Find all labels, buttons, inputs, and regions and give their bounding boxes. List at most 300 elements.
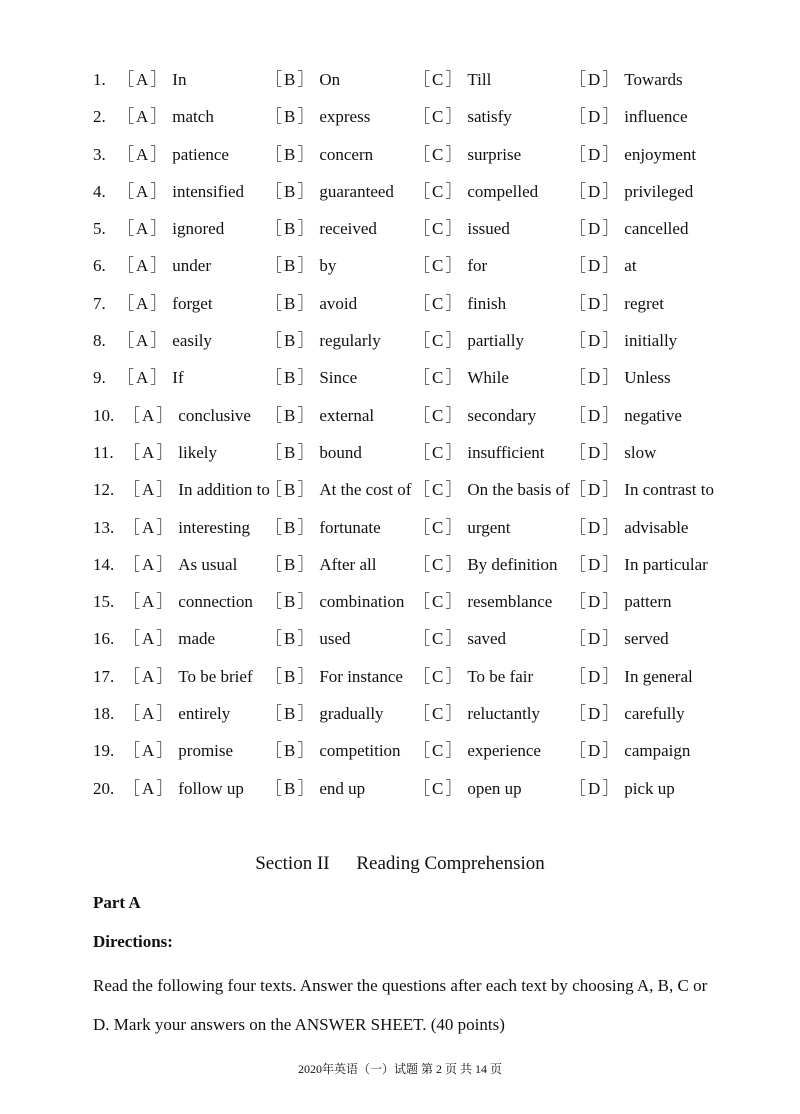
option-letter: B (284, 442, 296, 462)
bracket-close: ］ (297, 331, 315, 351)
bracket-open: ［ (413, 778, 430, 798)
bracket-open: ［ (123, 405, 140, 425)
option-b (265, 775, 365, 803)
bracket-open: ［ (123, 592, 140, 612)
option-letter: B (284, 704, 296, 724)
option-letter: D (588, 517, 601, 537)
bracket-open: ［ (569, 629, 586, 649)
part-label: Part A (93, 893, 141, 912)
bracket-close: ］ (297, 368, 315, 388)
option-b (265, 103, 370, 131)
option-text: fortunate (319, 517, 381, 537)
option-text: follow up (178, 778, 244, 798)
option-letter: C (432, 741, 444, 761)
option-letter: A (142, 629, 155, 649)
option-text: at (624, 256, 637, 276)
bracket-close: ］ (156, 778, 174, 798)
option-d (569, 364, 671, 392)
option-d (569, 327, 677, 355)
bracket-close: ］ (602, 368, 620, 388)
bracket-open: ［ (265, 70, 282, 89)
option-d (569, 551, 708, 579)
option-text: insufficient (467, 442, 545, 462)
option-c (413, 514, 510, 542)
option-letter: D (588, 70, 601, 89)
option-letter: A (136, 256, 149, 276)
option-a (123, 775, 244, 803)
question-row (93, 327, 773, 364)
bracket-open: ［ (413, 480, 430, 500)
bracket-close: ］ (445, 480, 463, 500)
bracket-open: ［ (569, 480, 586, 500)
option-text: forget (172, 293, 213, 313)
bracket-close: ］ (156, 741, 174, 761)
option-letter: A (142, 442, 155, 462)
bracket-open: ［ (413, 704, 430, 724)
option-letter: D (588, 405, 601, 425)
option-letter: A (136, 368, 149, 388)
option-letter: B (284, 368, 296, 388)
option-a (123, 737, 233, 765)
option-c (413, 625, 506, 653)
option-d (569, 476, 714, 504)
option-text: enjoyment (624, 144, 697, 164)
option-b (265, 327, 381, 355)
option-c (413, 327, 524, 355)
option-b (265, 439, 362, 467)
bracket-close: ］ (602, 629, 620, 649)
option-d (569, 290, 664, 318)
question-row (93, 141, 773, 178)
bracket-close: ］ (297, 181, 315, 201)
option-letter: C (432, 219, 444, 239)
bracket-close: ］ (445, 107, 463, 127)
option-a (123, 476, 270, 504)
bracket-open: ［ (123, 629, 140, 649)
option-text: promise (178, 741, 234, 761)
bracket-open: ［ (413, 629, 430, 649)
option-text: In addition to (178, 480, 270, 500)
bracket-open: ［ (117, 368, 134, 388)
option-text: initially (624, 331, 678, 351)
option-c (413, 402, 536, 430)
option-c (413, 215, 510, 243)
bracket-close: ］ (156, 405, 174, 425)
bracket-open: ［ (569, 778, 586, 798)
option-letter: D (588, 331, 601, 351)
bracket-close: ］ (156, 629, 174, 649)
option-d (569, 588, 671, 616)
option-d (569, 625, 669, 653)
bracket-open: ［ (265, 107, 282, 127)
option-text: bound (319, 442, 362, 462)
option-letter: B (284, 554, 296, 574)
bracket-close: ］ (150, 368, 168, 388)
bracket-open: ［ (265, 181, 282, 201)
option-c (413, 252, 487, 280)
option-letter: A (136, 181, 149, 201)
option-letter: A (142, 554, 155, 574)
option-b (265, 402, 374, 430)
bracket-close: ］ (156, 442, 174, 462)
bracket-open: ［ (413, 293, 430, 313)
option-d (569, 66, 683, 94)
option-letter: C (432, 517, 444, 537)
option-d (569, 775, 675, 803)
bracket-close: ］ (297, 741, 315, 761)
option-text: interesting (178, 517, 251, 537)
option-letter: D (588, 293, 601, 313)
directions-label: Directions: (93, 932, 173, 951)
option-letter: B (284, 219, 296, 239)
question-row (93, 775, 773, 812)
option-letter: A (142, 592, 155, 612)
option-letter: B (284, 666, 296, 686)
bracket-close: ］ (445, 70, 463, 89)
question-row (93, 66, 773, 103)
option-b (265, 66, 340, 94)
option-a (123, 625, 215, 653)
option-text: Unless (624, 368, 671, 388)
option-c (413, 141, 521, 169)
option-c (413, 103, 512, 131)
bracket-close: ］ (602, 181, 620, 201)
question-row (93, 551, 773, 588)
option-a (123, 551, 237, 579)
option-letter: C (432, 405, 444, 425)
option-text: privileged (624, 181, 694, 201)
bracket-open: ［ (265, 554, 282, 574)
bracket-close: ］ (150, 181, 168, 201)
option-letter: A (142, 405, 155, 425)
bracket-close: ］ (445, 778, 463, 798)
option-text: advisable (624, 517, 689, 537)
question-row (93, 215, 773, 252)
bracket-open: ［ (117, 107, 134, 127)
option-text: slow (624, 442, 657, 462)
question-list (93, 66, 773, 812)
question-number: 8. (93, 331, 106, 351)
bracket-close: ］ (602, 107, 620, 127)
question-row (93, 625, 773, 662)
option-text: As usual (178, 554, 238, 574)
bracket-open: ［ (265, 480, 282, 500)
option-letter: C (432, 256, 444, 276)
option-letter: D (588, 256, 601, 276)
option-text: match (172, 107, 214, 127)
bracket-close: ］ (297, 666, 315, 686)
bracket-open: ［ (569, 704, 586, 724)
bracket-open: ［ (569, 256, 586, 276)
question-number: 12. (93, 480, 115, 500)
option-text: influence (624, 107, 688, 127)
option-letter: A (136, 293, 149, 313)
bracket-close: ］ (445, 629, 463, 649)
option-text: campaign (624, 741, 691, 761)
option-b (265, 290, 357, 318)
bracket-open: ［ (569, 107, 586, 127)
option-text: In (172, 70, 187, 89)
option-text: end up (319, 778, 366, 798)
bracket-close: ］ (297, 517, 315, 537)
bracket-open: ［ (413, 592, 430, 612)
option-letter: B (284, 405, 296, 425)
bracket-open: ［ (265, 331, 282, 351)
option-letter: B (284, 592, 296, 612)
option-text: On (319, 70, 341, 89)
bracket-close: ］ (156, 592, 174, 612)
option-text: avoid (319, 293, 358, 313)
option-text: pattern (624, 592, 672, 612)
option-a (117, 290, 213, 318)
option-text: ignored (172, 219, 225, 239)
option-letter: B (284, 778, 296, 798)
option-d (569, 252, 637, 280)
bracket-open: ［ (123, 666, 140, 686)
option-letter: A (142, 517, 155, 537)
bracket-open: ［ (117, 331, 134, 351)
option-a (117, 66, 186, 94)
option-letter: B (284, 144, 296, 164)
bracket-close: ］ (297, 219, 315, 239)
option-c (413, 737, 541, 765)
bracket-open: ［ (123, 442, 140, 462)
option-letter: B (284, 181, 296, 201)
option-letter: B (284, 480, 296, 500)
bracket-open: ［ (569, 293, 586, 313)
question-number: 5. (93, 219, 106, 239)
option-letter: A (136, 144, 149, 164)
question-number: 9. (93, 368, 106, 388)
question-number: 2. (93, 107, 106, 127)
option-letter: D (588, 554, 601, 574)
bracket-open: ［ (569, 181, 586, 201)
option-letter: C (432, 70, 444, 89)
option-text: For instance (319, 666, 403, 686)
question-row (93, 364, 773, 401)
bracket-open: ［ (123, 741, 140, 761)
bracket-open: ［ (569, 405, 586, 425)
option-d (569, 439, 656, 467)
question-row (93, 252, 773, 289)
option-letter: B (284, 331, 296, 351)
bracket-close: ］ (602, 704, 620, 724)
directions-text: Read the following four texts. Answer the questions after each text by choosing A, B, C or D. Mark your answers on the ANSWER SHEET. (40 points) (93, 976, 708, 1034)
option-letter: D (588, 629, 601, 649)
bracket-close: ］ (602, 741, 620, 761)
bracket-open: ［ (117, 70, 134, 89)
option-letter: C (432, 778, 444, 798)
option-text: Towards (624, 70, 683, 89)
option-d (569, 700, 685, 728)
option-b (265, 514, 381, 542)
bracket-open: ［ (117, 293, 134, 313)
question-row (93, 514, 773, 551)
bracket-close: ］ (445, 554, 463, 574)
bracket-close: ］ (602, 666, 620, 686)
bracket-open: ［ (265, 442, 282, 462)
bracket-open: ［ (265, 219, 282, 239)
bracket-open: ［ (413, 144, 430, 164)
bracket-close: ］ (602, 517, 620, 537)
option-d (569, 215, 688, 243)
option-text: regularly (319, 331, 381, 351)
option-letter: A (142, 704, 155, 724)
option-letter: D (588, 144, 601, 164)
option-text: urgent (467, 517, 511, 537)
question-number: 10. (93, 405, 115, 425)
option-letter: C (432, 331, 444, 351)
option-letter: B (284, 107, 296, 127)
question-row (93, 588, 773, 625)
option-text: saved (467, 629, 507, 649)
option-b (265, 663, 403, 691)
bracket-close: ］ (602, 592, 620, 612)
option-text: competition (319, 741, 401, 761)
option-letter: A (142, 666, 155, 686)
option-letter: B (284, 256, 296, 276)
question-number: 6. (93, 256, 106, 276)
option-a (117, 178, 244, 206)
bracket-open: ［ (117, 256, 134, 276)
bracket-open: ［ (123, 704, 140, 724)
option-d (569, 178, 693, 206)
option-text: gradually (319, 704, 384, 724)
option-d (569, 737, 690, 765)
bracket-open: ［ (413, 517, 430, 537)
bracket-open: ［ (413, 554, 430, 574)
option-b (265, 141, 373, 169)
bracket-open: ［ (413, 666, 430, 686)
section-title: Reading Comprehension (356, 853, 545, 874)
bracket-close: ］ (297, 256, 315, 276)
bracket-close: ］ (445, 219, 463, 239)
bracket-close: ］ (445, 517, 463, 537)
question-number: 1. (93, 70, 106, 89)
question-row (93, 737, 773, 774)
bracket-close: ］ (602, 442, 620, 462)
bracket-close: ］ (156, 480, 174, 500)
question-number: 20. (93, 778, 115, 798)
bracket-close: ］ (156, 554, 174, 574)
bracket-close: ］ (297, 442, 315, 462)
option-text: By definition (467, 554, 558, 574)
bracket-open: ［ (265, 704, 282, 724)
bracket-open: ［ (569, 666, 586, 686)
option-letter: C (432, 293, 444, 313)
bracket-close: ］ (445, 181, 463, 201)
bracket-open: ［ (569, 517, 586, 537)
question-row (93, 402, 773, 439)
option-text: under (172, 256, 211, 276)
option-text: secondary (467, 405, 537, 425)
section-heading (0, 850, 800, 878)
option-text: express (319, 107, 371, 127)
bracket-close: ］ (445, 331, 463, 351)
option-text: After all (319, 554, 377, 574)
option-text: conclusive (178, 405, 251, 425)
option-text: In particular (624, 554, 708, 574)
option-text: resemblance (467, 592, 553, 612)
option-a (117, 103, 214, 131)
option-b (265, 252, 336, 280)
option-text: by (319, 256, 337, 276)
option-text: satisfy (467, 107, 512, 127)
question-row (93, 476, 773, 513)
option-text: intensified (172, 181, 245, 201)
question-row (93, 439, 773, 476)
option-letter: C (432, 592, 444, 612)
option-letter: C (432, 704, 444, 724)
option-a (123, 439, 217, 467)
option-letter: B (284, 741, 296, 761)
bracket-open: ［ (123, 480, 140, 500)
bracket-close: ］ (602, 554, 620, 574)
option-letter: D (588, 107, 601, 127)
bracket-open: ［ (265, 256, 282, 276)
option-text: In contrast to (624, 480, 714, 500)
bracket-open: ［ (413, 405, 430, 425)
option-text: served (624, 629, 669, 649)
option-text: regret (624, 293, 664, 313)
bracket-open: ［ (413, 331, 430, 351)
bracket-open: ［ (265, 666, 282, 686)
question-row (93, 700, 773, 737)
option-letter: C (432, 442, 444, 462)
option-d (569, 103, 688, 131)
bracket-close: ］ (602, 405, 620, 425)
option-letter: D (588, 778, 601, 798)
option-text: Since (319, 368, 358, 388)
bracket-open: ［ (117, 181, 134, 201)
option-c (413, 588, 552, 616)
bracket-close: ］ (150, 256, 168, 276)
option-letter: D (588, 181, 601, 201)
bracket-close: ］ (602, 293, 620, 313)
option-text: partially (467, 331, 524, 351)
question-number: 19. (93, 741, 115, 761)
option-b (265, 476, 411, 504)
option-text: In general (624, 666, 693, 686)
option-a (123, 663, 253, 691)
option-a (123, 514, 250, 542)
option-text: entirely (178, 704, 231, 724)
question-number: 13. (93, 517, 115, 537)
option-d (569, 514, 688, 542)
bracket-close: ］ (297, 107, 315, 127)
option-a (117, 252, 211, 280)
bracket-open: ［ (265, 368, 282, 388)
option-text: surprise (467, 144, 522, 164)
option-letter: D (588, 219, 601, 239)
option-a (117, 364, 184, 392)
option-letter: B (284, 293, 296, 313)
option-text: To be fair (467, 666, 534, 686)
option-c (413, 476, 570, 504)
option-b (265, 588, 404, 616)
bracket-open: ［ (265, 293, 282, 313)
option-text: for (467, 256, 488, 276)
bracket-close: ］ (602, 480, 620, 500)
bracket-close: ］ (445, 256, 463, 276)
bracket-close: ］ (297, 592, 315, 612)
option-text: negative (624, 405, 682, 425)
option-text: made (178, 629, 216, 649)
bracket-close: ］ (602, 219, 620, 239)
bracket-close: ］ (602, 144, 620, 164)
bracket-open: ［ (123, 778, 140, 798)
bracket-close: ］ (297, 629, 315, 649)
